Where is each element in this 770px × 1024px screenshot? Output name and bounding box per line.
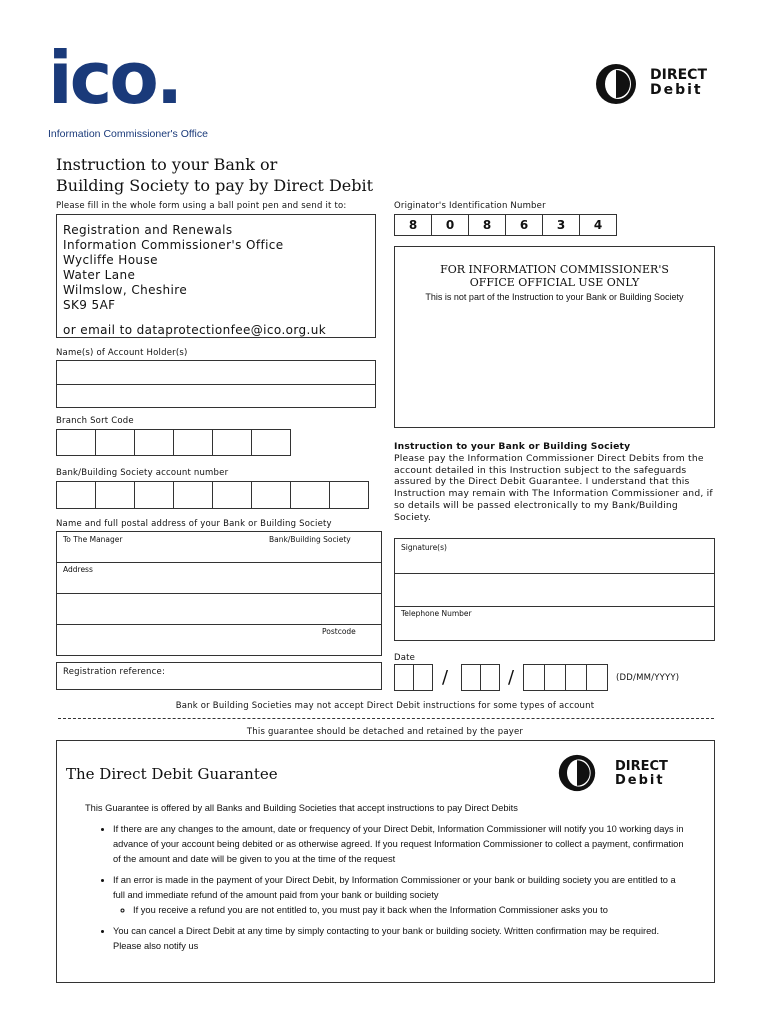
instruction-block (394, 441, 716, 524)
dd-logo-line1: DIRECT (650, 67, 707, 83)
form-title (56, 154, 373, 196)
originator-digit: 3 (542, 214, 580, 236)
official-use-note: This is not part of the Instruction to your Bank or Building Society (425, 292, 684, 302)
bank-name-label: Bank/Building Society (269, 535, 351, 544)
telephone-label: Telephone Number (401, 609, 472, 618)
date-year[interactable] (523, 664, 608, 691)
date-slash: / (508, 667, 515, 688)
bank-address-box[interactable] (56, 531, 382, 656)
form-title-line2: Building Society to pay by Direct Debit (56, 176, 374, 195)
footer-note: Bank or Building Societies may not accept Direct Debit instructions for some types of account (175, 701, 595, 711)
guarantee-box (56, 740, 715, 983)
instruction-heading: Instruction to your Bank or Building Society (394, 441, 631, 452)
originator-digit: 6 (505, 214, 543, 236)
originator-digit: 8 (394, 214, 432, 236)
dd-logo-line2: Debit (650, 82, 703, 98)
address-line: Wycliffe House (63, 253, 158, 267)
date-day[interactable] (394, 664, 433, 691)
fill-instructions: Please fill in the whole form using a ball point pen and send it to: (56, 201, 347, 211)
date-slash: / (442, 667, 449, 688)
address-line: Information Commissioner's Office (63, 238, 284, 252)
originator-digit: 8 (468, 214, 506, 236)
date-box[interactable] (586, 664, 608, 691)
date-format: (DD/MM/YYYY) (616, 673, 680, 683)
sort-code-box[interactable] (95, 429, 135, 456)
guarantee-dd-logo (557, 753, 687, 793)
detach-note: This guarantee should be detached and retained by the payer (246, 727, 524, 737)
guarantee-sublist (113, 903, 685, 918)
sort-code-box[interactable] (134, 429, 174, 456)
account-holders-label: Name(s) of Account Holder(s) (56, 348, 188, 358)
account-number-box[interactable] (290, 481, 330, 509)
sort-code-box[interactable] (251, 429, 291, 456)
sort-code-box[interactable] (173, 429, 213, 456)
guarantee-item (113, 873, 685, 918)
guarantee-item: • You can cancel a Direct Debit at any time by simply contacting to your bank or building society. Written confirmation may be required. Please also notify us (113, 924, 685, 954)
address-line: Wilmslow, Cheshire (63, 283, 188, 297)
guarantee-intro: This Guarantee is offered by all Banks and Building Societies that accept instructions to pay Direct Debits (85, 803, 518, 813)
address-label: Address (63, 565, 93, 574)
address-line: Water Lane (63, 268, 136, 282)
to-manager-label: To The Manager (63, 535, 123, 544)
address-email: or email to dataprotectionfee@ico.org.uk (63, 323, 327, 337)
guarantee-content (85, 801, 685, 954)
detach-line (58, 718, 714, 719)
date-label: Date (394, 653, 416, 663)
official-use-line1: FOR INFORMATION COMMISSIONER'S (440, 263, 669, 276)
account-number-box[interactable] (173, 481, 213, 509)
account-holders-field[interactable] (56, 360, 376, 408)
account-number-box[interactable] (95, 481, 135, 509)
address-line: Registration and Renewals (63, 223, 233, 237)
guarantee-title: The Direct Debit Guarantee (66, 765, 278, 783)
sort-code-field[interactable] (56, 429, 291, 456)
official-use-line2: OFFICE OFFICIAL USE ONLY (469, 276, 640, 289)
date-box[interactable] (394, 664, 414, 691)
account-number-label: Bank/Building Society account number (56, 468, 229, 478)
bank-address-label: Name and full postal address of your Bank or Building Society (56, 519, 332, 529)
guarantee-dd-line1: DIRECT (615, 759, 668, 774)
form-title-line1: Instruction to your Bank or (56, 155, 278, 174)
account-number-field[interactable] (56, 481, 369, 509)
sort-code-label: Branch Sort Code (56, 416, 134, 426)
date-box[interactable] (480, 664, 500, 691)
address-line: SK9 5AF (63, 298, 116, 312)
originator-digits (394, 214, 617, 236)
guarantee-item: • If there are any changes to the amount, date or frequency of your Direct Debit, Information Commissioner will notify you 10 working days in advance of your account being debited or as otherwise agreed. If you request Information Commissioner to collect a payment, confirmation of the amount and date will be given to you at the time of the request (113, 822, 685, 867)
date-box[interactable] (523, 664, 545, 691)
registration-reference-field[interactable] (56, 662, 382, 690)
ico-logo (48, 36, 238, 140)
address-lines (63, 223, 369, 313)
account-number-box[interactable] (212, 481, 252, 509)
ico-logo-subtitle: Information Commissioner's Office (48, 128, 208, 140)
postcode-label: Postcode (322, 627, 356, 636)
direct-debit-icon (594, 62, 638, 106)
guarantee-subitem: ◦ If you receive a refund you are not entitled to, you must pay it back when the Information Commissioner asks you to (133, 903, 685, 918)
guarantee-item-text: If an error is made in the payment of your Direct Debit, by Information Commissioner or your bank or building society you are entitled to a full and immediate refund of the amount paid from your bank or building society (113, 875, 676, 900)
sort-code-box[interactable] (212, 429, 252, 456)
date-box[interactable] (565, 664, 587, 691)
account-number-box[interactable] (56, 481, 96, 509)
guarantee-dd-line2: Debit (615, 773, 665, 788)
date-box[interactable] (461, 664, 481, 691)
signature-label: Signature(s) (401, 543, 447, 552)
date-box[interactable] (413, 664, 433, 691)
address-box (56, 214, 376, 338)
ico-logo-text: ico. (48, 36, 181, 120)
date-month[interactable] (461, 664, 500, 691)
official-use-box (394, 246, 715, 428)
date-box[interactable] (544, 664, 566, 691)
account-number-box[interactable] (134, 481, 174, 509)
signature-box[interactable] (394, 538, 715, 641)
originator-digit: 4 (579, 214, 617, 236)
account-number-box[interactable] (251, 481, 291, 509)
originator-label: Originator's Identification Number (394, 201, 546, 211)
instruction-body: Please pay the Information Commissioner Direct Debits from the account detailed in this Instruction subject to the safeguards assured by the Direct Debit Guarantee. I understand that this Instruction may remain with The Information Commissioner and, if so details will be passed electronically to my Bank/Building Society. (394, 452, 713, 523)
sort-code-box[interactable] (56, 429, 96, 456)
registration-reference-label: Registration reference: (63, 667, 166, 677)
originator-digit: 0 (431, 214, 469, 236)
direct-debit-icon (557, 753, 597, 793)
direct-debit-logo (594, 62, 724, 106)
account-number-box[interactable] (329, 481, 369, 509)
guarantee-list (85, 822, 685, 954)
